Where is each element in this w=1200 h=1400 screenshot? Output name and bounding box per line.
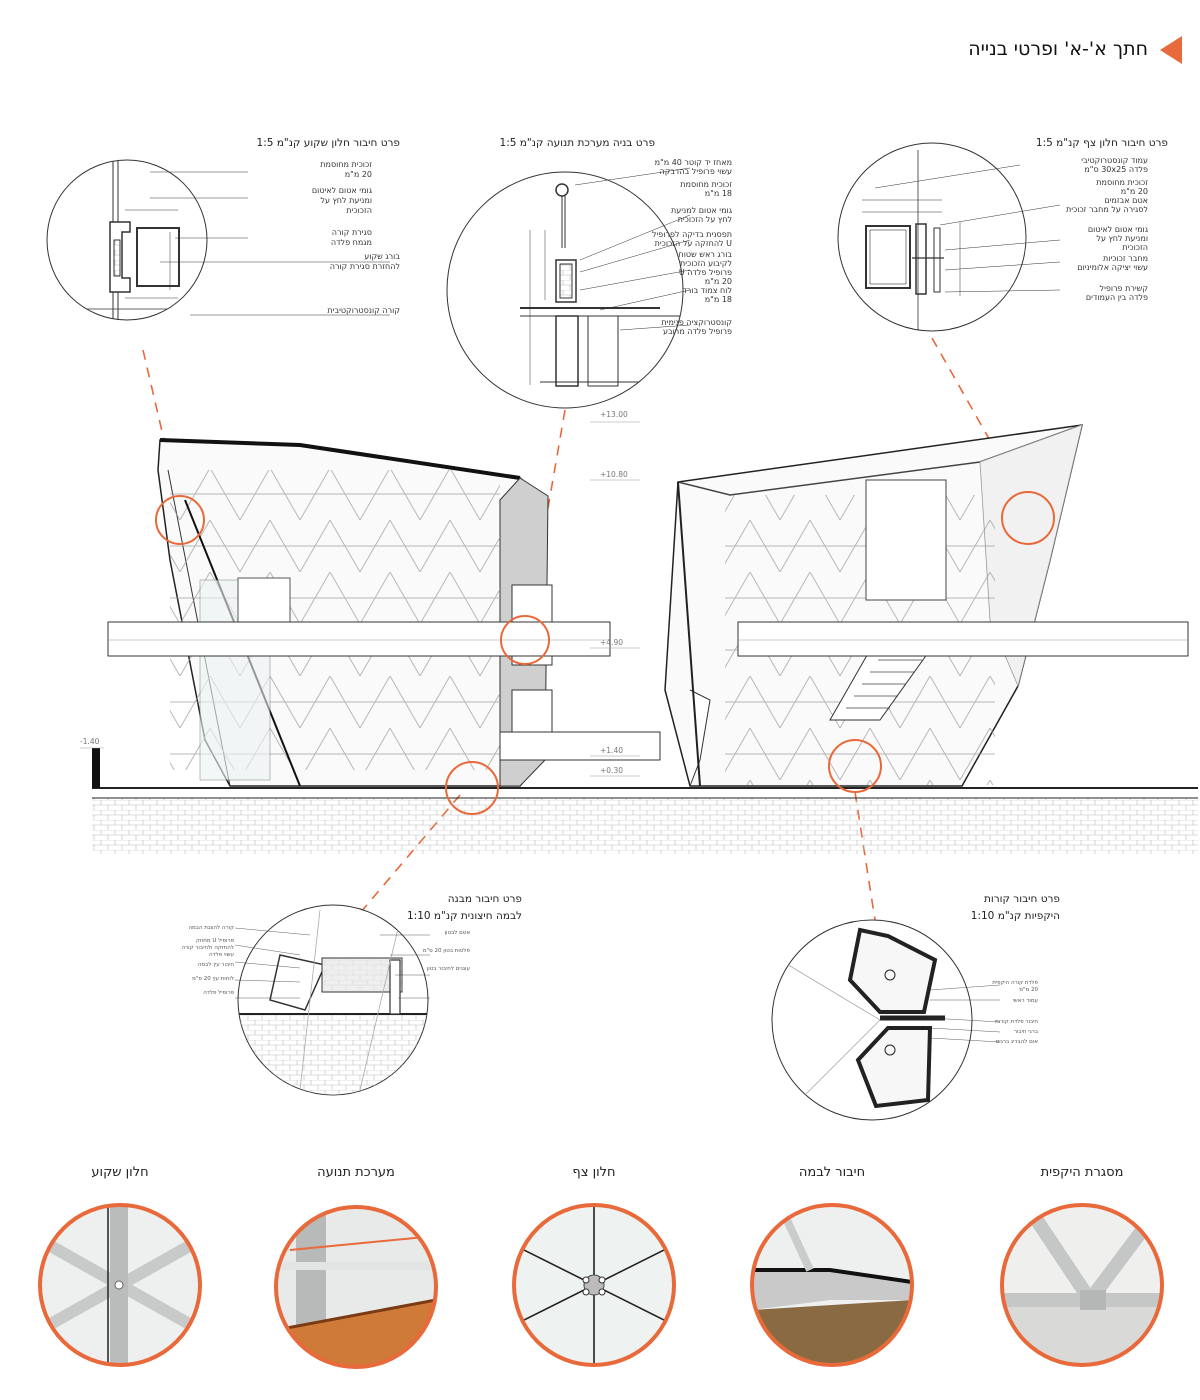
detail-label: בורג שקוע bbox=[364, 252, 400, 261]
detail-label: פרופיל פלדה bbox=[203, 990, 234, 996]
detail-title-stage-connection-line2: לבמה חיצונית קנ"מ 1:10 bbox=[406, 910, 522, 922]
detail-label: להחזרת סגירת קורה bbox=[329, 262, 400, 271]
swatch-label-stage-connection: חיבור לבמה bbox=[798, 1165, 866, 1180]
detail-label: חיבור עץ לבמה bbox=[197, 962, 234, 968]
detail-label: 20 מ"מ bbox=[1019, 987, 1038, 993]
detail-label: בורג ראש שטוח bbox=[678, 250, 732, 259]
detail-circle-movement-system bbox=[447, 168, 690, 408]
detail-label: פרופיל U מחוזק bbox=[196, 938, 234, 944]
detail-circle-stage-connection bbox=[230, 905, 440, 1104]
detail-label: זכוכית מחוסמת bbox=[680, 180, 732, 189]
detail-circle-perimeter-beam bbox=[772, 920, 1000, 1120]
detail-label: גומי אטום למניעת bbox=[670, 206, 732, 215]
detail-label: פלטות בטון 20 ס"מ bbox=[422, 948, 470, 954]
detail-label: 20 מ"מ bbox=[344, 170, 372, 179]
detail-label: לקיבוע הזכוכית bbox=[679, 259, 732, 268]
detail-label: ברגי חיבור bbox=[1013, 1029, 1038, 1035]
detail-label: פרופיל פלדה U bbox=[678, 268, 732, 277]
detail-label: ומניעת לחץ על bbox=[320, 196, 372, 205]
detail-label: עמוד ראשי bbox=[1012, 998, 1038, 1004]
detail-label: פלדה 30x25 ס"מ bbox=[1084, 165, 1148, 174]
detail-label: פלדה בין העמודים bbox=[1085, 293, 1148, 302]
detail-label: קורה קונסטרוקטיבית bbox=[327, 306, 400, 315]
detail-label: פלדת קורה היקפית bbox=[992, 980, 1038, 986]
detail-label: לחץ על הזכוכית bbox=[677, 215, 732, 224]
swatch-image-window-slot bbox=[40, 1205, 200, 1365]
detail-label: מחבר זכוכיות bbox=[1103, 254, 1148, 263]
building-section bbox=[80, 422, 1198, 854]
detail-label: עוגנים לחיבור בטון bbox=[426, 966, 470, 972]
detail-circle-window-flush bbox=[838, 143, 1060, 340]
detail-label: זכוכית מחוסמת bbox=[1096, 178, 1148, 187]
detail-label: קורה להצגת הבמה bbox=[188, 925, 234, 931]
detail-label: אטם אבזמים bbox=[1104, 196, 1148, 205]
swatch-image-movement-system bbox=[276, 1207, 436, 1367]
detail-label: 18 מ"מ bbox=[704, 189, 732, 198]
detail-label: אטם לבטון bbox=[444, 930, 470, 936]
detail-label: מאחז יד קוטר 40 מ"מ bbox=[654, 158, 732, 167]
level-label: +0.30 bbox=[600, 766, 623, 775]
swatch-label-movement-system: מערכת תנועה bbox=[317, 1165, 395, 1180]
detail-title-stage-connection-line1: פרט חיבור מבנה bbox=[447, 893, 522, 905]
detail-label: להחזקה ולחיבור קורה bbox=[181, 945, 234, 951]
detail-label: 20 מ"מ bbox=[704, 277, 732, 286]
detail-title-perimeter-beam-line1: פרט חיבור קורות bbox=[983, 893, 1060, 905]
detail-label: מגמח פלדה bbox=[330, 238, 372, 247]
level-label: +10.80 bbox=[600, 470, 628, 479]
detail-label: גומי אטום לאיטום bbox=[311, 186, 372, 195]
detail-label: גומי אטום לאיטום bbox=[1087, 225, 1148, 234]
detail-label: תפסנית בדיקה לפרופיל bbox=[651, 230, 732, 239]
detail-label: סגירת קורה bbox=[331, 228, 372, 237]
swatch-label-window-flush: חלון צף bbox=[572, 1165, 616, 1180]
swatch-image-window-flush bbox=[514, 1205, 674, 1365]
detail-label: הזכוכית bbox=[346, 206, 372, 215]
level-label: +4.90 bbox=[600, 638, 623, 647]
sheet-title: חתך א'-א' ופרטי בנייה bbox=[968, 38, 1148, 60]
swatch-label-perimeter-frame: מסגרת היקפית bbox=[1040, 1165, 1124, 1180]
detail-title-movement-system: פרט בניה מערכת תנועה קנ"מ 1:5 bbox=[499, 137, 655, 149]
detail-label: לסגירה על מחבר זכוכית bbox=[1065, 205, 1148, 214]
detail-label: קשירת פרופיל bbox=[1099, 284, 1148, 293]
detail-title-window-flush: פרט חיבור חלון צף קנ"מ 1:5 bbox=[1035, 137, 1168, 149]
detail-label: 18 מ"מ bbox=[704, 295, 732, 304]
detail-label: קונסטרוקציה פנימית bbox=[661, 318, 732, 327]
detail-label: לוח צמוד בורד bbox=[682, 286, 732, 295]
detail-label: עשוי פרופיל בהדבקה bbox=[659, 167, 732, 176]
detail-label: 20 מ"מ bbox=[1120, 187, 1148, 196]
swatch-label-window-slot: חלון שקוע bbox=[91, 1165, 149, 1180]
level-label: +13.00 bbox=[600, 410, 628, 419]
detail-label: עשוי פלדה bbox=[209, 952, 234, 958]
detail-label: U להחזקה על הזכוכית bbox=[654, 239, 732, 248]
swatch-image-stage-connection bbox=[752, 1205, 912, 1365]
swatch-image-perimeter-frame bbox=[1002, 1205, 1162, 1365]
level-label: -1.40 bbox=[80, 737, 100, 746]
detail-title-window-slot: פרט חיבור חלון שקוע קנ"מ 1:5 bbox=[256, 137, 400, 149]
detail-label: פרופיל פלדה מרובע bbox=[662, 327, 732, 336]
detail-label: זכוכית מחוסמת bbox=[320, 160, 372, 169]
level-label: +1.40 bbox=[600, 746, 623, 755]
detail-label: אום להבריג ברגים bbox=[995, 1039, 1038, 1045]
detail-label: לוחות עץ 20 ס"מ bbox=[192, 976, 234, 982]
detail-label: עמוד קונסטרוקטיבי bbox=[1081, 156, 1148, 165]
detail-label: חיבור פלדת קורות bbox=[995, 1019, 1038, 1025]
detail-title-perimeter-beam-line2: היקפיות קנ"מ 1:10 bbox=[970, 910, 1060, 922]
detail-label: עשוי יציקה אלומיניום bbox=[1077, 263, 1148, 272]
detail-label: ומניעת לחץ על bbox=[1096, 234, 1148, 243]
detail-label: הזכוכית bbox=[1122, 243, 1148, 252]
